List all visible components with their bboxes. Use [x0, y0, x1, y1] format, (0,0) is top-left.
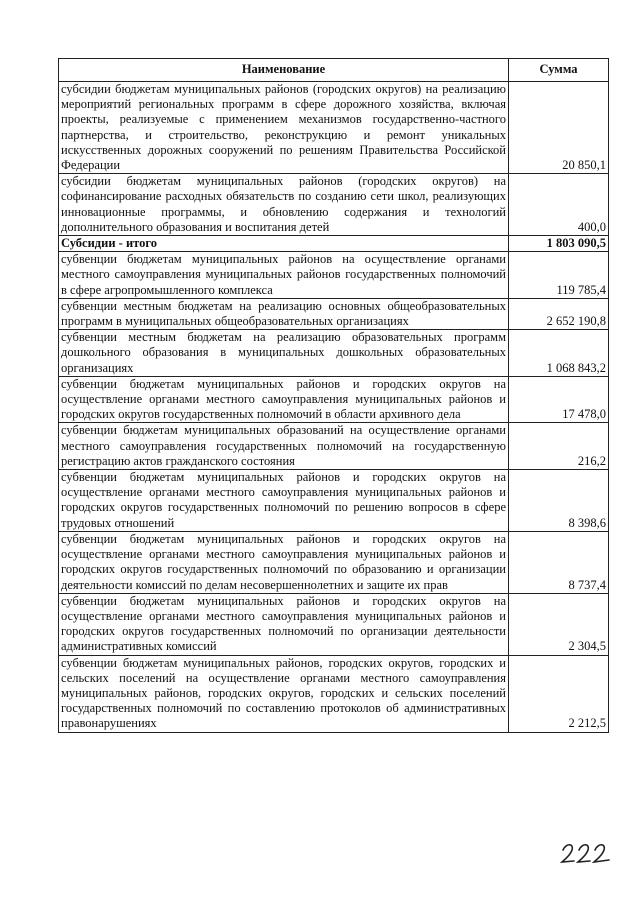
table-row — [59, 655, 609, 732]
row-sum-cell: 119 785,4 — [509, 252, 609, 299]
table-header-row — [59, 59, 609, 82]
row-name-cell: субвенции бюджетам муниципальных районов и городских округов на осуществление органами местного самоуправления муниципальных районов и городских округов государственных полномочий в области архивного дела — [59, 376, 509, 423]
row-name-cell: субвенции бюджетам муниципальных районов и городских округов на осуществление органами местного самоуправления муниципальных районов и городских округов государственных полномочий по образованию и организации деятельности комиссий по делам несовершеннолетних и защите их прав — [59, 531, 509, 593]
table-total-row — [59, 236, 609, 252]
row-sum-cell: 8 398,6 — [509, 470, 609, 532]
row-name-cell: субвенции бюджетам муниципальных районов и городских округов на осуществление органами местного самоуправления муниципальных районов и городских округов государственных полномочий по решению вопросов в сфере трудовых отношений — [59, 470, 509, 532]
table-row — [59, 82, 609, 174]
row-sum-cell: 17 478,0 — [509, 376, 609, 423]
row-name-cell: Субсидии - итого — [59, 236, 509, 252]
row-sum-cell: 400,0 — [509, 174, 609, 236]
table-row — [59, 330, 609, 377]
table-row — [59, 423, 609, 470]
table-row — [59, 252, 609, 299]
row-sum-cell: 1 068 843,2 — [509, 330, 609, 377]
row-name-cell: субвенции бюджетам муниципальных образований на осуществление органами местного самоуправления государственных полномочий на государственную регистрацию актов гражданского состояния — [59, 423, 509, 470]
header-sum: Сумма — [509, 59, 609, 82]
table-row — [59, 174, 609, 236]
table-row — [59, 531, 609, 593]
row-name-cell: субвенции местным бюджетам на реализацию основных общеобразовательных программ в муниципальных общеобразовательных организациях — [59, 298, 509, 329]
table-row — [59, 470, 609, 532]
row-sum-cell: 2 652 190,8 — [509, 298, 609, 329]
row-name-cell: субвенции бюджетам муниципальных районов и городских округов на осуществление органами местного самоуправления муниципальных районов и городских округов государственных полномочий по организации деятельности административных комиссий — [59, 593, 509, 655]
row-sum-cell: 216,2 — [509, 423, 609, 470]
row-sum-cell: 2 212,5 — [509, 655, 609, 732]
row-sum-cell: 1 803 090,5 — [509, 236, 609, 252]
row-name-cell: субсидии бюджетам муниципальных районов (городских округов) на софинансирование расходных обязательств по созданию сети школ, реализующих инновационные программы, и обновлению содержания и технологий дополнительного образования и воспитания детей — [59, 174, 509, 236]
header-name: Наименование — [59, 59, 509, 82]
table-row — [59, 376, 609, 423]
table-body — [59, 82, 609, 733]
row-sum-cell: 2 304,5 — [509, 593, 609, 655]
table-row — [59, 593, 609, 655]
row-sum-cell: 20 850,1 — [509, 82, 609, 174]
handwritten-page-number — [560, 840, 612, 866]
budget-table — [58, 58, 609, 733]
row-name-cell: субвенции местным бюджетам на реализацию образовательных программ дошкольного образования в муниципальных дошкольных образовательных организациях — [59, 330, 509, 377]
row-name-cell: субвенции бюджетам муниципальных районов на осуществление органами местного самоуправления муниципальных районов государственных полномочий в сфере агропромышленного комплекса — [59, 252, 509, 299]
table-row — [59, 298, 609, 329]
row-name-cell: субвенции бюджетам муниципальных районов, городских округов, городских и сельских поселений на осуществление органами местного самоуправления муниципальных районов, городских округов, городских и сельских поселений государственных полномочий по составлению протоколов об административных правонарушениях — [59, 655, 509, 732]
row-name-cell: субсидии бюджетам муниципальных районов (городских округов) на реализацию мероприятий региональных программ в сфере дорожного хозяйства, включая проекты, реализуемые с применением механизмов государственно-частного партнерства, и строительство, реконструкцию и ремонт уникальных искусственных дорожных сооружений по решениям Правительства Российской Федерации — [59, 82, 509, 174]
row-sum-cell: 8 737,4 — [509, 531, 609, 593]
